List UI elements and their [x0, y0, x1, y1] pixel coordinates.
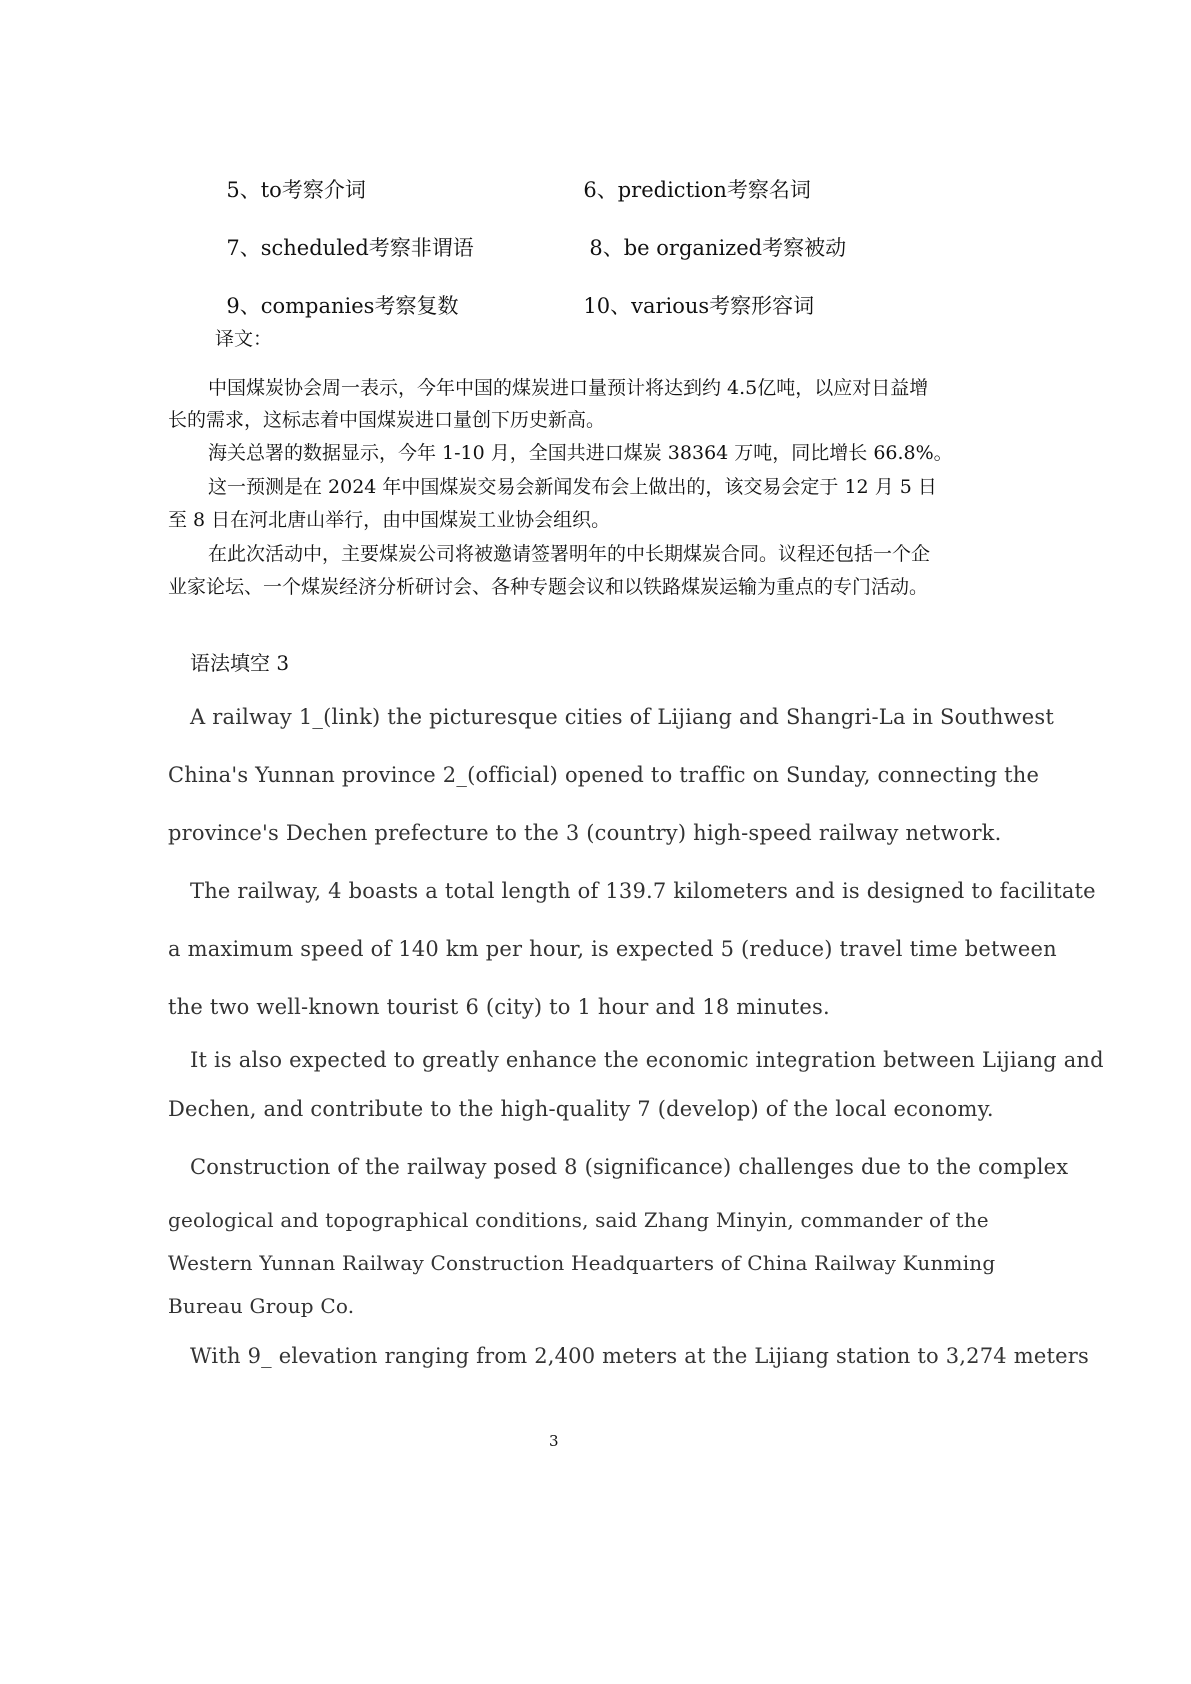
answer-number: 10、 — [583, 294, 632, 318]
answer-number: 8、 — [589, 236, 624, 260]
translation-line: 至 8 日在河北唐山举行，由中国煤炭工业协会组织。 — [168, 509, 611, 531]
answer-item — [213, 208, 474, 262]
answer-text: be organized考察被动 — [623, 236, 847, 260]
answer-text: prediction考察名词 — [617, 178, 811, 202]
translation-line: 这一预测是在 2024 年中国煤炭交易会新闻发布会上做出的，该交易会定于 12 月 5 日 — [208, 476, 937, 498]
translation-line: 中国煤炭协会周一表示，今年中国的煤炭进口量预计将达到约 4.5亿吨，以应对日益增 — [208, 377, 929, 399]
translation-line: 海关总署的数据显示，今年 1-10 月，全国共进口煤炭 38364 万吨，同比增长 66.8%。 — [208, 442, 953, 464]
passage-line: Bureau Group Co. — [168, 1294, 355, 1318]
translation-line: 业家论坛、一个煤炭经济分析研讨会、各种专题会议和以铁路煤炭运输为重点的专门活动。 — [168, 576, 929, 598]
passage-line: Western Yunnan Railway Construction Headquarters of China Railway Kunming — [168, 1251, 996, 1275]
passage-line: Construction of the railway posed 8 (significance) challenges due to the complex — [190, 1155, 1069, 1179]
translation-heading: 译文： — [215, 328, 273, 350]
passage-line: The railway, 4 boasts a total length of 139.7 kilometers and is designed to facilitate — [190, 879, 1096, 903]
passage-line: With 9_ elevation ranging from 2,400 meters at the Lijiang station to 3,274 meters — [190, 1344, 1089, 1368]
passage-line: China's Yunnan province 2_(official) opened to traffic on Sunday, connecting the — [168, 763, 1040, 787]
answer-item — [570, 266, 814, 320]
answer-number: 6、 — [583, 178, 618, 202]
answer-text: companies考察复数 — [260, 294, 459, 318]
answer-number: 9、 — [226, 294, 261, 318]
translation-line: 在此次活动中，主要煤炭公司将被邀请签署明年的中长期煤炭合同。议程还包括一个企 — [208, 543, 931, 565]
page-number: 3 — [549, 1432, 559, 1450]
answer-number: 5、 — [226, 178, 261, 202]
answer-item — [576, 208, 846, 262]
section-title: 语法填空 3 — [190, 651, 290, 675]
passage-line: A railway 1_(link) the picturesque cities of Lijiang and Shangri-La in Southwest — [190, 705, 1054, 729]
passage-line: Dechen, and contribute to the high-quality 7 (develop) of the local economy. — [168, 1097, 994, 1121]
passage-line: a maximum speed of 140 km per hour, is expected 5 (reduce) travel time between — [168, 937, 1057, 961]
translation-line: 长的需求，这标志着中国煤炭进口量创下历史新高。 — [168, 409, 606, 431]
answer-item — [213, 150, 366, 204]
passage-line: the two well-known tourist 6 (city) to 1 hour and 18 minutes. — [168, 995, 830, 1019]
answer-item — [570, 150, 811, 204]
answer-text: scheduled考察非谓语 — [260, 236, 474, 260]
answer-text: various考察形容词 — [631, 294, 815, 318]
answer-item — [213, 266, 458, 320]
passage-line: geological and topographical conditions, said Zhang Minyin, commander of the — [168, 1208, 989, 1232]
answer-text: to考察介词 — [260, 178, 366, 202]
passage-line: It is also expected to greatly enhance the economic integration between Lijiang and — [190, 1048, 1104, 1072]
passage-line: province's Dechen prefecture to the 3 (country) high-speed railway network. — [168, 821, 1002, 845]
answer-number: 7、 — [226, 236, 261, 260]
